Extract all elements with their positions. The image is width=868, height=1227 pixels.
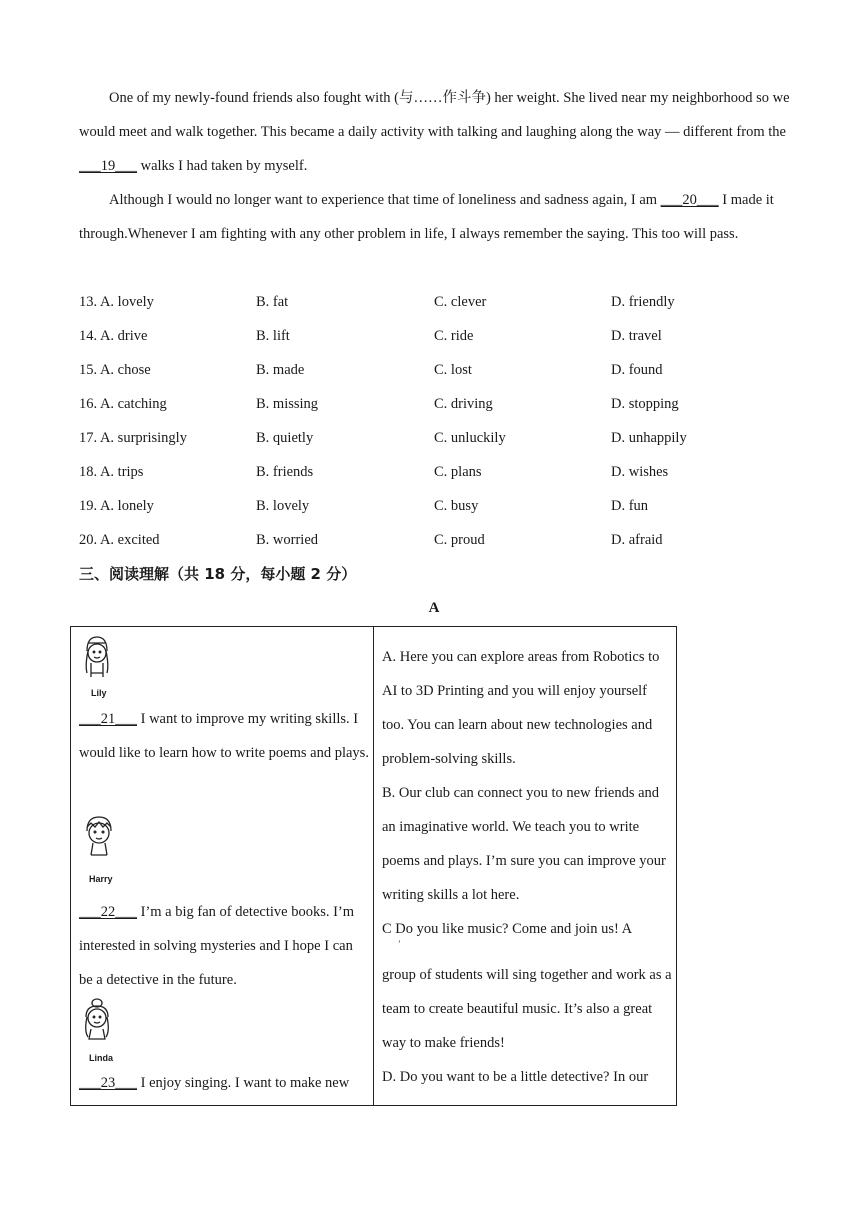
option-a: 16. A. catching bbox=[79, 396, 167, 412]
option-b: B. quietly bbox=[256, 430, 314, 446]
passage-text: walks I had taken by myself. bbox=[137, 158, 308, 174]
passage-paragraph-2 bbox=[79, 183, 791, 251]
option-c: C. unluckily bbox=[434, 430, 506, 446]
club-option-a: A. Here you can explore areas from Robotics to AI to 3D Printing and you will enjoy yourself too. You can learn about new technologies and problem-solving skills. bbox=[382, 649, 660, 767]
question-row-14 bbox=[79, 328, 799, 350]
option-b: B. friends bbox=[256, 464, 314, 480]
option-b: B. worried bbox=[256, 532, 319, 548]
option-a: 20. A. excited bbox=[79, 532, 160, 548]
matching-table bbox=[70, 626, 677, 1106]
blank-22: ___22___ bbox=[79, 904, 137, 920]
option-b: B. fat bbox=[256, 294, 289, 310]
question-row-17 bbox=[79, 430, 799, 452]
passage-label: A bbox=[428, 600, 440, 616]
option-d: D. afraid bbox=[611, 532, 663, 548]
question-row-20 bbox=[79, 532, 799, 554]
option-d: D. unhappily bbox=[611, 430, 687, 446]
option-a: 13. A. lovely bbox=[79, 294, 154, 310]
avatar-name-linda: Linda bbox=[89, 1053, 113, 1063]
option-b: B. lovely bbox=[256, 498, 310, 514]
question-row-18 bbox=[79, 464, 799, 486]
people-column bbox=[71, 627, 373, 1105]
passage-text: Although I would no longer want to experience that time of loneliness and sadness again, I am bbox=[109, 192, 661, 208]
question-row-19 bbox=[79, 498, 799, 520]
blank-23: ___23___ bbox=[79, 1075, 137, 1091]
stray-mark: ʼ bbox=[398, 939, 401, 948]
option-a: 17. A. surprisingly bbox=[79, 430, 187, 446]
passage-text: I made it through.Whenever I am fighting with any other problem in life, I always remember the saying. This too will pass. bbox=[79, 192, 774, 242]
option-c: C. plans bbox=[434, 464, 482, 480]
option-c: C. driving bbox=[434, 396, 493, 412]
option-c: C. ride bbox=[434, 328, 474, 344]
option-d: D. stopping bbox=[611, 396, 679, 412]
person-statement-linda: ___23___ I enjoy singing. I want to make new bbox=[79, 1066, 369, 1100]
person-statement-harry: ___22___ I’m a big fan of detective books. I’m interested in solving mysteries and I hope I can be a detective in the future. bbox=[79, 895, 369, 997]
club-option-d: D. Do you want to be a little detective? In our bbox=[382, 1069, 649, 1085]
option-c: C. proud bbox=[434, 532, 485, 548]
column-divider bbox=[373, 627, 374, 1105]
girl-avatar-icon bbox=[79, 633, 115, 681]
blank-20: ___20___ bbox=[660, 192, 719, 208]
option-d: D. travel bbox=[611, 328, 662, 344]
club-option-b: B. Our club can connect you to new friends and an imaginative world. We teach you to write poems and plays. I’m sure you can improve your writing skills a lot here. bbox=[382, 785, 666, 903]
option-c: C. lost bbox=[434, 362, 472, 378]
option-a: 19. A. lonely bbox=[79, 498, 154, 514]
question-row-13 bbox=[79, 294, 799, 316]
blank-19: ___19___ bbox=[79, 158, 137, 174]
club-option-c-line1: C Do you like music? Come and join us! A bbox=[382, 921, 633, 937]
passage-text: One of my newly-found friends also fought with (与……作斗争) her weight. She lived near my neighborhood so we would meet and walk together. This became a daily activity with talking and laughing along the way — different from the bbox=[79, 90, 790, 140]
option-a: 18. A. trips bbox=[79, 464, 144, 480]
girl-avatar-icon bbox=[79, 997, 115, 1043]
club-option-c-rest: group of students will sing together and work as a team to create beautiful music. It’s also a great way to make friends! bbox=[382, 967, 672, 1051]
question-row-15 bbox=[79, 362, 799, 384]
option-b: B. missing bbox=[256, 396, 319, 412]
option-a: 15. A. chose bbox=[79, 362, 151, 378]
avatar-name-harry: Harry bbox=[89, 874, 113, 884]
option-d: D. found bbox=[611, 362, 663, 378]
passage-paragraph-1 bbox=[79, 81, 791, 183]
option-a: 14. A. drive bbox=[79, 328, 148, 344]
option-c: C. busy bbox=[434, 498, 479, 514]
option-c: C. clever bbox=[434, 294, 487, 310]
option-d: D. fun bbox=[611, 498, 649, 514]
avatar-name-lily: Lily bbox=[91, 688, 107, 698]
option-d: D. friendly bbox=[611, 294, 675, 310]
person-statement-lily: ___21___ I want to improve my writing skills. I would like to learn how to write poems and plays. bbox=[79, 702, 369, 770]
option-b: B. made bbox=[256, 362, 305, 378]
section-heading: 三、阅读理解（共 18 分，每小题 2 分） bbox=[79, 565, 357, 583]
blank-21: ___21___ bbox=[79, 711, 137, 727]
option-d: D. wishes bbox=[611, 464, 669, 480]
options-column bbox=[375, 627, 675, 1105]
question-row-16 bbox=[79, 396, 799, 418]
option-b: B. lift bbox=[256, 328, 290, 344]
boy-avatar-icon bbox=[79, 813, 119, 861]
